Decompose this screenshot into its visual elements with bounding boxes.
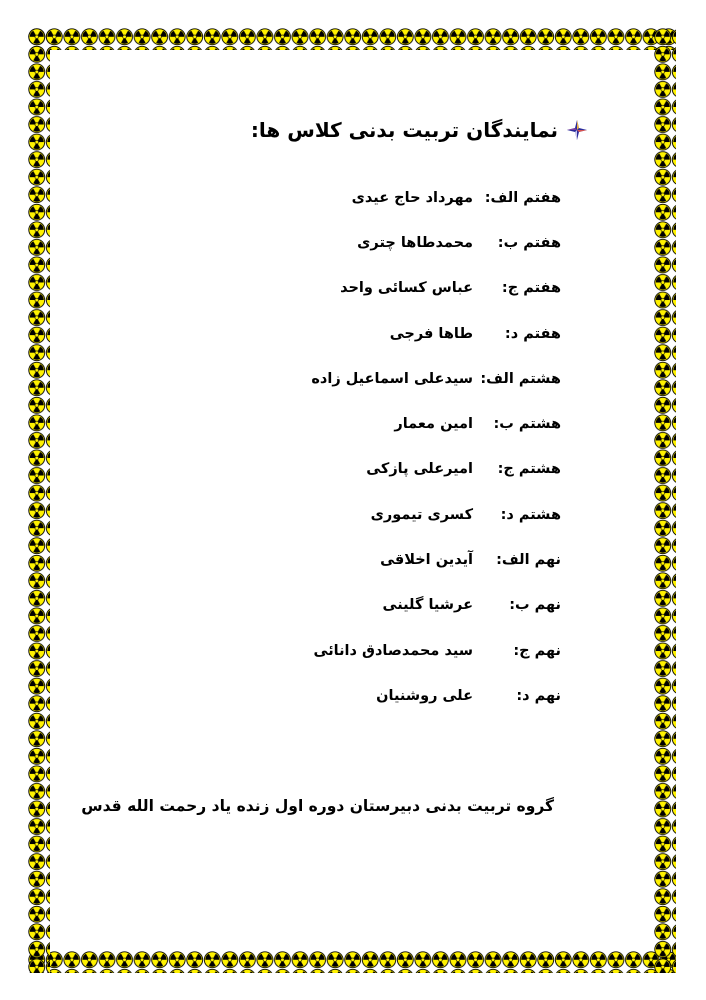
student-name: علی روشنیان [376, 687, 473, 704]
student-name: امیرعلی پازکی [366, 461, 473, 478]
class-label: هشتم ب: [493, 416, 561, 433]
page-border-left [28, 28, 50, 973]
class-representatives-list [141, 175, 561, 719]
radiation-symbol-icon [28, 28, 676, 50]
radiation-symbol-icon [654, 28, 676, 973]
page-title [251, 118, 588, 142]
list-item [141, 583, 561, 628]
student-name: آیدین اخلاقی [380, 552, 473, 569]
student-name: سید محمدصادق دانائی [313, 642, 473, 659]
student-name: سیدعلی اسماعیل زاده [311, 370, 473, 387]
class-label: هشتم الف: [480, 370, 561, 387]
class-label: هشتم د: [500, 506, 561, 523]
class-label: هفتم ب: [497, 234, 561, 251]
radiation-symbol-icon [28, 951, 676, 973]
class-label: هشتم ج: [497, 461, 561, 478]
page-border-top [28, 28, 676, 50]
class-label: نهم ج: [513, 642, 561, 659]
page-border-right [654, 28, 676, 973]
class-label: نهم الف: [496, 552, 561, 569]
class-label: نهم د: [516, 687, 561, 704]
list-item [141, 537, 561, 582]
class-label: هفتم د: [504, 325, 561, 342]
student-name: کسری تیموری [370, 506, 473, 523]
list-item [141, 447, 561, 492]
four-point-star-icon [566, 119, 588, 141]
radiation-symbol-icon [28, 28, 50, 973]
page-title-text: نمایندگان تربیت بدنی کلاس ها: [250, 118, 558, 142]
list-item [141, 628, 561, 673]
list-item [141, 175, 561, 220]
footer-signature: گروه تربیت بدنی دبیرستان دوره اول زنده یاد رحمت الله قدس [81, 797, 554, 815]
student-name: عباس کسائی واحد [340, 280, 473, 297]
list-item [141, 311, 561, 356]
student-name: طاها فرجی [389, 325, 473, 342]
class-label: هفتم ج: [501, 280, 561, 297]
student-name: امین معمار [394, 416, 473, 433]
list-item [141, 401, 561, 446]
page-border-bottom [28, 951, 676, 973]
list-item [141, 356, 561, 401]
list-item [141, 220, 561, 265]
list-item [141, 673, 561, 718]
student-name: عرشیا گلینی [382, 597, 473, 614]
class-label: هفتم الف: [484, 189, 561, 206]
list-item [141, 266, 561, 311]
class-label: نهم ب: [509, 597, 561, 614]
student-name: محمدطاها چتری [357, 234, 473, 251]
student-name: مهرداد حاج عیدی [351, 189, 473, 206]
list-item [141, 492, 561, 537]
